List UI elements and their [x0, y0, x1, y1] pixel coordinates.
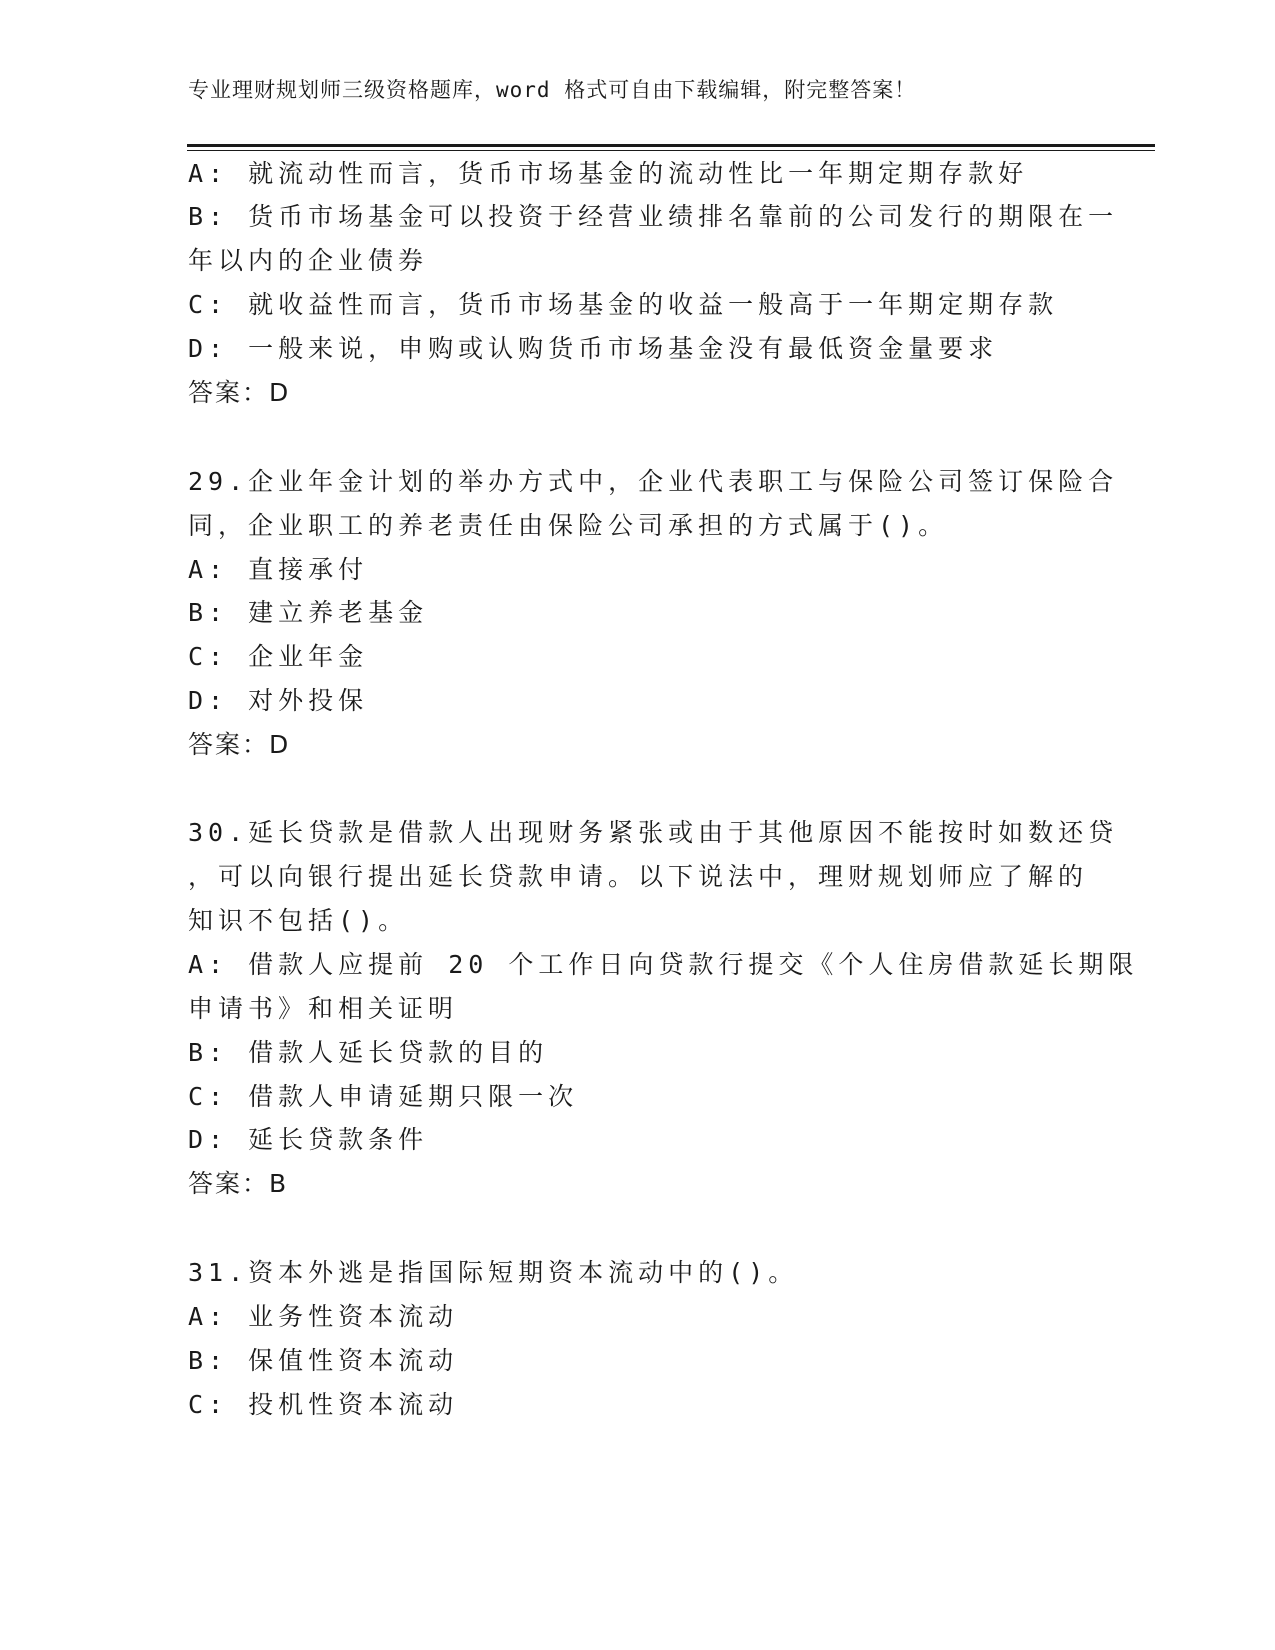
q31-option-a: A: 业务性资本流动	[188, 1302, 459, 1331]
q30-option-a-line1: A: 借款人应提前 20 个工作日向贷款行提交《个人住房借款延长期限	[188, 950, 1139, 979]
q28-option-c: C: 就收益性而言，货币市场基金的收益一般高于一年期定期存款	[188, 290, 1059, 319]
q29-stem-line1: 29.企业年金计划的举办方式中，企业代表职工与保险公司签订保险合	[188, 467, 1119, 496]
q29-option-c: C: 企业年金	[188, 642, 369, 671]
q31-option-b: B: 保值性资本流动	[188, 1346, 459, 1375]
q30-stem-line1: 30.延长贷款是借款人出现财务紧张或由于其他原因不能按时如数还贷	[188, 818, 1119, 847]
q29-stem-line2: 同，企业职工的养老责任由保险公司承担的方式属于()。	[188, 511, 949, 540]
q28-answer: 答案：D	[188, 378, 291, 407]
q28-option-b-line1: B: 货币市场基金可以投资于经营业绩排名靠前的公司发行的期限在一	[188, 202, 1119, 231]
q31-stem: 31.资本外逃是指国际短期资本流动中的()。	[188, 1258, 799, 1287]
q30-option-d: D: 延长贷款条件	[188, 1125, 429, 1154]
q28-option-d: D: 一般来说，申购或认购货币市场基金没有最低资金量要求	[188, 334, 999, 363]
q29-option-a: A: 直接承付	[188, 555, 369, 584]
page-header: 专业理财规划师三级资格题库，word 格式可自由下载编辑，附完整答案！	[188, 78, 917, 102]
q30-stem-line2: ，可以向银行提出延长贷款申请。以下说法中，理财规划师应了解的	[188, 862, 1089, 891]
header-divider	[187, 144, 1155, 147]
q30-stem-line3: 知识不包括()。	[188, 906, 409, 935]
q30-option-b: B: 借款人延长贷款的目的	[188, 1038, 549, 1067]
q29-option-d: D: 对外投保	[188, 686, 369, 715]
header-divider-thin	[187, 150, 1155, 151]
q28-option-b-line2: 年以内的企业债券	[188, 246, 429, 275]
q29-answer: 答案：D	[188, 730, 291, 759]
q29-option-b: B: 建立养老基金	[188, 598, 429, 627]
q31-option-c: C: 投机性资本流动	[188, 1390, 459, 1419]
q28-option-a: A: 就流动性而言，货币市场基金的流动性比一年期定期存款好	[188, 159, 1029, 188]
q30-option-c: C: 借款人申请延期只限一次	[188, 1082, 579, 1111]
q30-answer: 答案：B	[188, 1169, 289, 1198]
q30-option-a-line2: 申请书》和相关证明	[188, 994, 459, 1023]
